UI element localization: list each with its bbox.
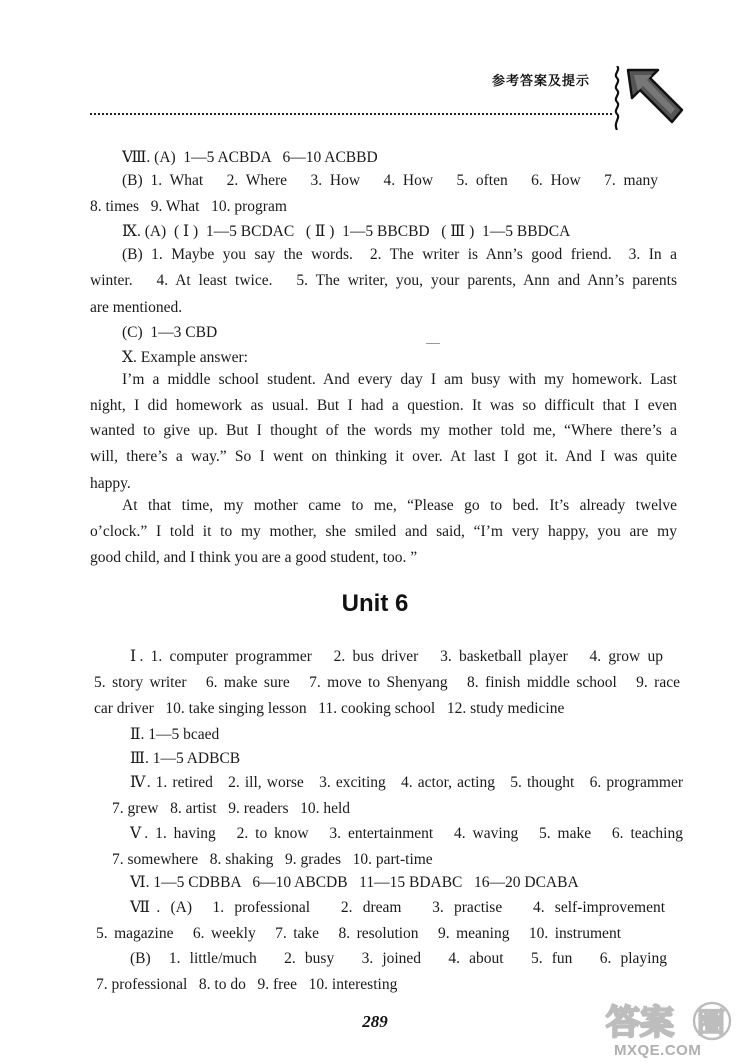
unit-answer-line: Ⅱ. 1—5 bcaed [130,726,220,743]
unit-title: Unit 6 [341,590,409,617]
svg-text:圈: 圈 [697,1006,726,1039]
arrow-icon [624,64,684,130]
answer-line: (B) 1. What 2. Where 3. How 4. How 5. often 6. How 7. many [122,172,658,189]
header-title: 参考答案及提示 [492,74,591,89]
unit-answer-line: car driver 10. take singing lesson 11. cooking school 12. study medicine [94,700,565,717]
unit-answer-line: Ⅳ. 1. retired 2. ill, worse 3. exciting 4. actor, acting 5. thought 6. programmer [130,774,683,791]
answer-line: Ⅹ. Example answer: [122,349,248,366]
stray-mark [426,343,440,344]
essay-line: good child, and I think you are a good student, too. ” [90,549,418,566]
unit-answer-line: Ⅲ. 1—5 ADBCB [130,750,241,767]
unit-answer-line: Ⅰ. 1. computer programmer 2. bus driver 3. basketball player 4. grow up [130,648,663,665]
svg-text:答案: 答案 [606,1003,674,1042]
watermark-text: MXQE.COM [614,1042,702,1059]
essay-line: I’m a middle school student. And every day I am busy with my homework. Last [122,371,677,388]
unit-answer-line: 5. story writer 6. make sure 7. move to Shenyang 8. finish middle school 9. race [94,674,680,691]
essay-line: night, I did homework as usual. But I had a question. It was so difficult that I even [90,397,677,414]
unit-answer-line: 7. somewhere 8. shaking 9. grades 10. part-time [112,851,433,868]
essay-line: wanted to give up. But I thought of the words my mother told me, “Where there’s a [90,422,677,439]
essay-line: will, there’s a way.” So I went on thinking it over. At last I got it. And I was quite [90,448,677,465]
unit-answer-line: (B) 1. little/much 2. busy 3. joined 4. about 5. fun 6. playing [130,950,667,967]
answer-line: (B) 1. Maybe you say the words. 2. The writer is Ann’s good friend. 3. In a [122,246,677,263]
answer-line: winter. 4. At least twice. 5. The writer, you, your parents, Ann and Ann’s parents [90,272,677,289]
page-number: 289 [362,1012,388,1031]
answer-line: 8. times 9. What 10. program [90,198,287,215]
unit-answer-line: Ⅴ. 1. having 2. to know 3. entertainment 4. waving 5. make 6. teaching [130,825,683,842]
header-dotted-rule [90,113,612,115]
wavy-divider-icon [612,66,622,130]
unit-answer-line: 5. magazine 6. weekly 7. take 8. resolution 9. meaning 10. instrument [96,925,621,942]
answer-line: are mentioned. [90,299,183,316]
watermark-logo-icon [600,998,740,1042]
answer-line: Ⅸ. (A) ( Ⅰ ) 1—5 BCDAC ( Ⅱ ) 1—5 BBCBD ( Ⅲ ) 1—5 BBDCA [122,223,571,240]
essay-line: o’clock.” I told it to my mother, she smiled and said, “I’m very happy, you are my [90,523,677,540]
unit-answer-line: Ⅶ. (A) 1. professional 2. dream 3. practise 4. self-improvement [130,899,665,916]
answer-line: (C) 1—3 CBD [122,324,218,341]
unit-answer-line: 7. grew 8. artist 9. readers 10. held [112,800,351,817]
unit-answer-line: Ⅵ. 1—5 CDBBA 6—10 ABCDB 11—15 BDABC 16—20 DCABA [130,874,579,891]
essay-line: happy. [90,475,131,492]
essay-line: At that time, my mother came to me, “Please go to bed. It’s already twelve [122,497,677,514]
unit-answer-line: 7. professional 8. to do 9. free 10. interesting [96,976,398,993]
answer-line: Ⅷ. (A) 1—5 ACBDA 6—10 ACBBD [122,149,378,166]
